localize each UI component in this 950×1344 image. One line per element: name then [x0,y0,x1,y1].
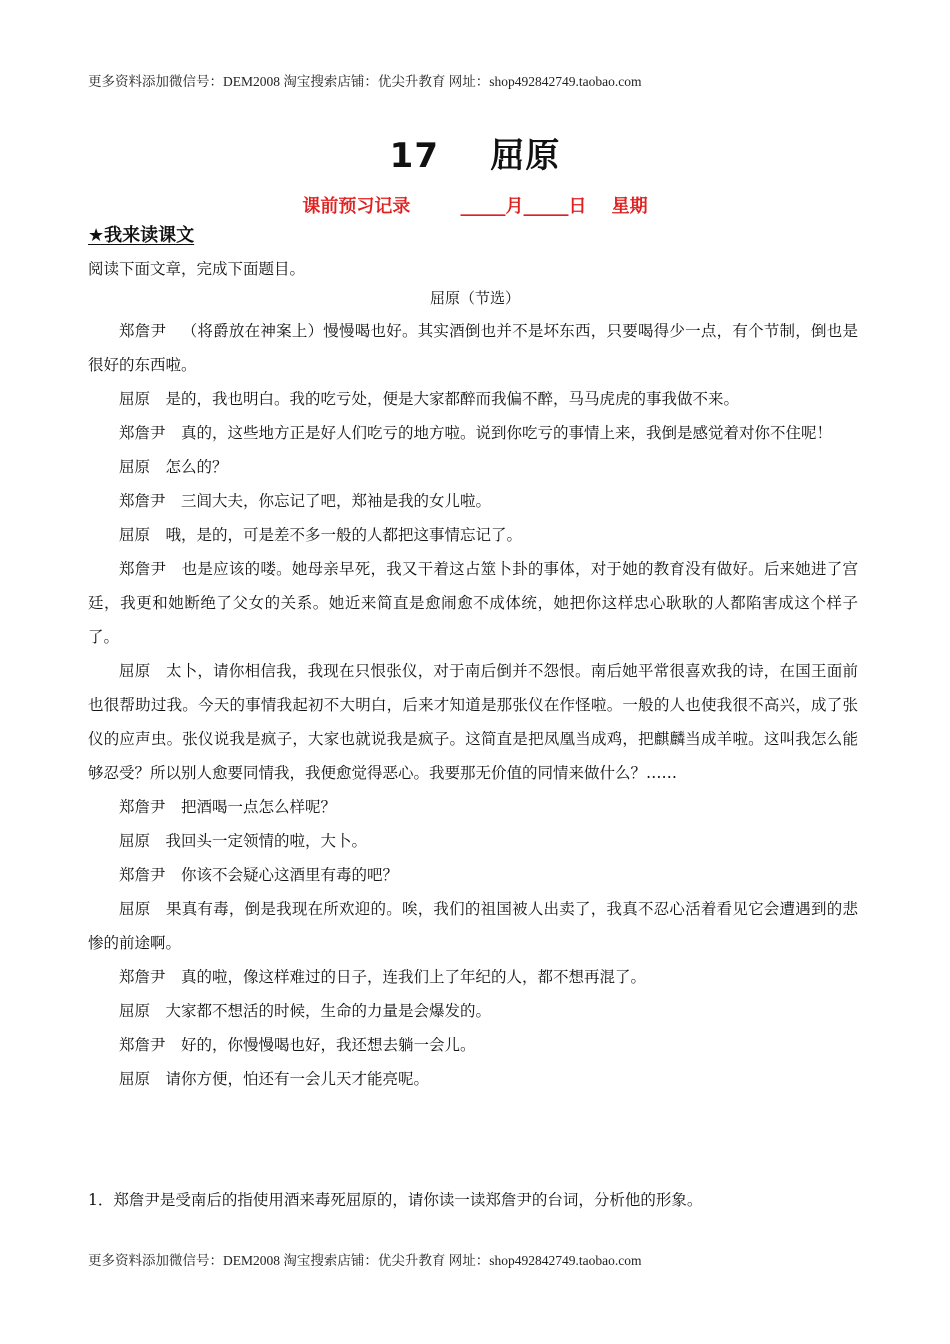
dialogue-line [88,960,858,994]
speaker-name: 屈原 [119,526,151,544]
speech-text: 也是应该的喽。她母亲早死，我又干着这占筮卜卦的事体，对于她的教育没有做好。后来她进了宫廷，我更和她断绝了父女的关系。她近来简直是愈闹愈不成体统，她把你这样忠心耿耿的人都陷害成这个样子了。 [88,560,858,646]
prep-record-line: 课前预习记录 _____月_____日 星期 [302,196,648,217]
dialogue-body [88,314,858,1096]
speaker-name: 郑詹尹 [119,560,167,578]
speaker-name: 郑詹尹 [119,492,166,510]
speech-text: 请你方便，怕还有一会儿天才能亮呢。 [165,1070,430,1088]
speaker-name: 屈原 [119,832,151,850]
reading-instruction: 阅读下面文章，完成下面题目。 [88,260,306,278]
speaker-name: 屈原 [119,1002,151,1020]
dialogue-line [88,1062,858,1096]
excerpt-title: 屈原（节选） [429,289,520,307]
speech-text: 太卜，请你相信我，我现在只恨张仪，对于南后倒并不怨恨。南后她平常很喜欢我的诗，在国王面前也很帮助过我。今天的事情我起初不大明白，后来才知道是那张仪在作怪啦。一般的人也使我很不高兴，成了张仪的应声虫。张仪说我是疯子，大家也就说我是疯子。这简直是把凤凰当成鸡，把麒麟当成羊啦。这叫我怎么能够忍受？所以别人愈要同情我，我便愈觉得恶心。我要那无价值的同情来做什么？…… [88,662,858,782]
dialogue-line [88,450,858,484]
speech-text: 哦，是的，可是差不多一般的人都把这事情忘记了。 [165,526,523,544]
speaker-name: 郑詹尹 [119,866,166,884]
speaker-name: 屈原 [119,1070,151,1088]
dialogue-line [88,518,858,552]
speech-text: 好的，你慢慢喝也好，我还想去躺一会儿。 [181,1036,476,1054]
speech-text: 是的，我也明白。我的吃亏处，便是大家都醉而我偏不醉，马马虎虎的事我做不来。 [165,390,740,408]
speech-text: 我回头一定领情的啦，大卜。 [165,832,368,850]
speaker-name: 屈原 [119,458,151,476]
page-footer: 更多资料添加微信号：DEM2008 淘宝搜索店铺：优尖升教育 网址：shop492842749.taobao.com [88,1253,642,1268]
section-heading: ★我来读课文 [88,225,195,246]
speaker-name: 郑詹尹 [119,322,167,340]
dialogue-line [88,552,858,654]
dialogue-line [88,314,858,382]
speech-text: 三闾大夫，你忘记了吧，郑袖是我的女儿啦。 [181,492,492,510]
dialogue-line [88,416,858,450]
speech-text: 大家都不想活的时候，生命的力量是会爆发的。 [165,1002,492,1020]
dialogue-line [88,1028,858,1062]
speech-text: 果真有毒，倒是我现在所欢迎的。唉，我们的祖国被人出卖了，我真不忍心活着看见它会遭遇到的悲惨的前途啊。 [88,900,858,952]
dialogue-line [88,484,858,518]
speaker-name: 郑詹尹 [119,968,166,986]
dialogue-line [88,994,858,1028]
dialogue-line [88,824,858,858]
speech-text: 把酒喝一点怎么样呢？ [181,798,337,816]
question-1: 1．郑詹尹是受南后的指使用酒来毒死屈原的，请你读一读郑詹尹的台词，分析他的形象。 [88,1191,703,1209]
page-header: 更多资料添加微信号：DEM2008 淘宝搜索店铺：优尖升教育 网址：shop492842749.taobao.com [88,74,642,89]
speaker-name: 屈原 [119,662,151,680]
speech-text: 你该不会疑心这酒里有毒的吧？ [181,866,399,884]
speaker-name: 屈原 [119,390,151,408]
speaker-name: 郑詹尹 [119,424,166,442]
speech-text: （将爵放在神案上）慢慢喝也好。其实酒倒也并不是坏东西，只要喝得少一点，有个节制，倒也是很好的东西啦。 [88,322,858,374]
speaker-name: 郑詹尹 [119,798,166,816]
dialogue-line [88,858,858,892]
dialogue-line [88,892,858,960]
speech-text: 真的啦，像这样难过的日子，连我们上了年纪的人，都不想再混了。 [181,968,647,986]
speech-text: 怎么的？ [165,458,228,476]
dialogue-line [88,790,858,824]
dialogue-line [88,382,858,416]
speaker-name: 屈原 [119,900,151,918]
speech-text: 真的，这些地方正是好人们吃亏的地方啦。说到你吃亏的事情上来，我倒是感觉着对你不住呢！ [181,424,833,442]
lesson-title: 17 屈原 [389,136,561,176]
speaker-name: 郑詹尹 [119,1036,166,1054]
dialogue-line [88,654,858,790]
